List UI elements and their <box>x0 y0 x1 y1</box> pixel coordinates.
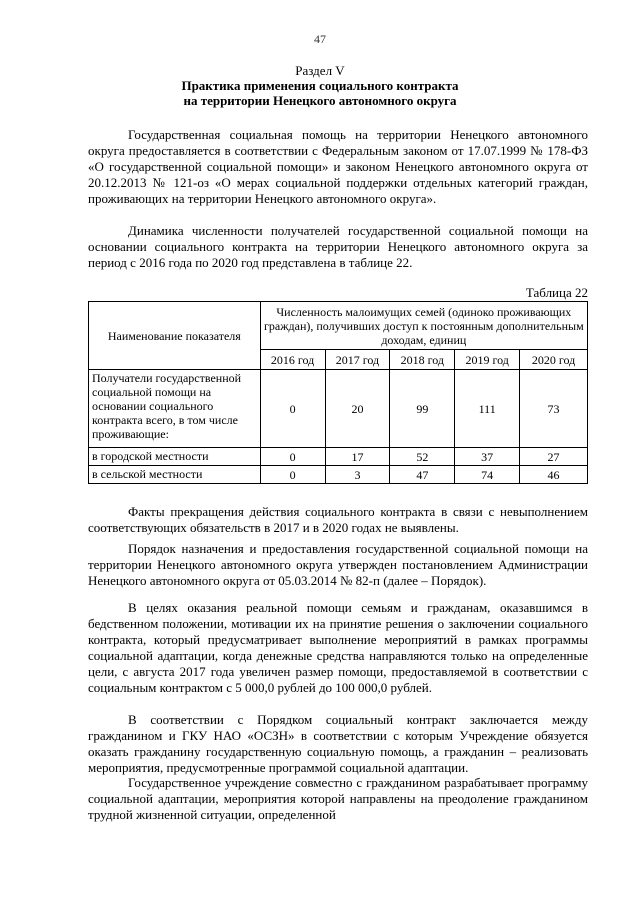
section-title-line-2: на территории Ненецкого автономного округа <box>183 93 457 108</box>
table-cell: 3 <box>325 466 390 484</box>
year-header: 2018 год <box>390 350 455 370</box>
paragraph-dynamics: Динамика численности получателей государственной социальной помощи на основании социального контракта на территории Ненецкого автономного округа за период с 2016 года по 2020 год представлена в таблице 22. <box>88 223 588 270</box>
table-cell: 20 <box>325 370 390 448</box>
year-header: 2016 год <box>260 350 325 370</box>
paragraph-adaptation-program: Государственное учреждение совместно с гражданином разрабатывает программу социальной адаптации, мероприятия которой направлены на преодоление гражданином трудной жизненной ситуации, определенной <box>88 775 588 822</box>
year-header: 2020 год <box>520 350 588 370</box>
year-header: 2017 год <box>325 350 390 370</box>
table-cell: 0 <box>260 370 325 448</box>
table-cell: 99 <box>390 370 455 448</box>
page-number: 47 <box>314 32 326 46</box>
table-cell: 52 <box>390 448 455 466</box>
indicator-header: Наименование показателя <box>89 302 261 370</box>
row-label: Получатели государственной социальной помощи на основании социального контракта всего, в том числе проживающие: <box>89 370 261 448</box>
table-cell: 17 <box>325 448 390 466</box>
table-header-row <box>89 302 588 350</box>
paragraph-assistance-goals: В целях оказания реальной помощи семьям и гражданам, оказавшимся в бедственном положении, мотивации их на принятие решения о заключении социального контракта, который предусматривает выполнение мероприятий в рамках программы социальной адаптации, когда денежные средства направляются только на определенные цели, с августа 2017 года увеличен размер помощи, предоставляемой в соответствии с социальным контрактом с 5 000,0 рублей до 100 000,0 рублей. <box>88 600 588 695</box>
table-cell: 0 <box>260 466 325 484</box>
table-cell: 46 <box>520 466 588 484</box>
group-header: Численность малоимущих семей (одиноко проживающих граждан), получивших доступ к постоянным дополнительным доходам, единиц <box>260 302 587 350</box>
table-caption: Таблица 22 <box>525 285 588 300</box>
recipients-table <box>88 301 588 484</box>
table-cell: 27 <box>520 448 588 466</box>
paragraph-termination-facts: Факты прекращения действия социального контракта в связи с невыполнением соответствующих обязательств в 2017 и в 2020 годах не выявлены. <box>88 504 588 535</box>
row-label: в сельской местности <box>89 466 261 484</box>
section-title-line-1: Практика применения социального контракта <box>181 78 459 93</box>
table-row <box>89 466 588 484</box>
table-cell: 111 <box>455 370 520 448</box>
paragraph-procedure: Порядок назначения и предоставления государственной социальной помощи на территории Ненецкого автономного округа утвержден постановлением Администрации Ненецкого автономного округа от 05.03.2014 № 82-п (далее – Порядок). <box>88 541 588 588</box>
year-header: 2019 год <box>455 350 520 370</box>
row-label: в городской местности <box>89 448 261 466</box>
paragraph-legal-basis: Государственная социальная помощь на территории Ненецкого автономного округа предоставляется в соответствии с Федеральным законом от 17.07.1999 № 178-ФЗ «О государственной социальной помощи» и законом Ненецкого автономного округа от 20.12.2013 № 121-оз «О мерах социальной поддержки отдельных категорий граждан, проживающих на территории Ненецкого автономного округа». <box>88 127 588 206</box>
table-cell: 37 <box>455 448 520 466</box>
section-label: Раздел V <box>295 63 345 78</box>
table-cell: 73 <box>520 370 588 448</box>
table-row <box>89 448 588 466</box>
table-row <box>89 370 588 448</box>
paragraph-contract-parties: В соответствии с Порядком социальный контракт заключается между гражданином и ГКУ НАО «ОСЗН» в соответствии с которым Учреждение обязуется оказать гражданину государственную социальную помощь, а гражданин – реализовать мероприятия, предусмотренные программой социальной адаптации. <box>88 712 588 775</box>
table-cell: 47 <box>390 466 455 484</box>
section-heading <box>0 63 640 108</box>
table-cell: 0 <box>260 448 325 466</box>
table-cell: 74 <box>455 466 520 484</box>
